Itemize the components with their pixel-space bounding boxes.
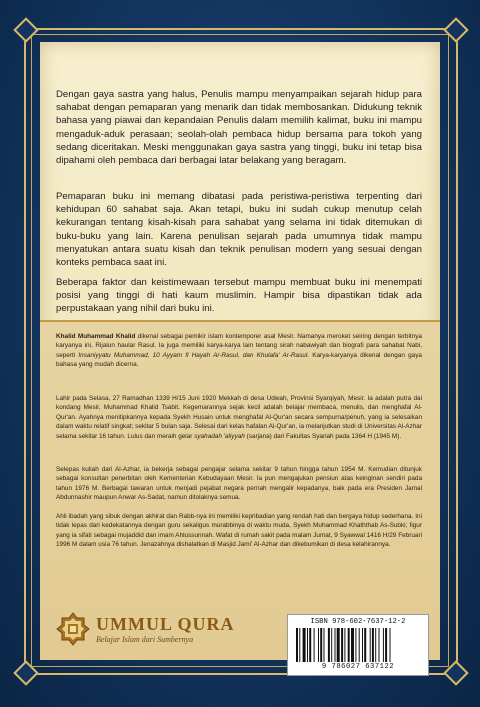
publisher-logo	[56, 612, 256, 652]
author-name: Khalid Muhammad Khalid	[56, 333, 136, 340]
publisher-emblem-icon	[56, 612, 90, 646]
barcode-bar	[351, 628, 354, 662]
barcode-bar	[383, 628, 384, 662]
barcode-bar	[364, 628, 366, 662]
bio-text: Karya-karyanya dikenal dengan gaya bahasa yang mudah dicerna.	[56, 351, 422, 369]
isbn-label: ISBN 978-602-7637-12-2	[310, 618, 406, 626]
barcode-bar	[379, 628, 380, 662]
barcode-bar	[355, 628, 356, 662]
publisher-tagline: Belajar Islam dari Sumbernya	[96, 635, 194, 644]
barcode-bar	[309, 628, 311, 662]
bio-paragraph-1	[56, 332, 422, 370]
barcode-bar	[362, 628, 363, 662]
bio-degree: syahadah 'aliyyah	[194, 432, 245, 440]
barcode-bar	[385, 628, 387, 662]
bio-book-titles: Insaniyyatu Muhammad, 10 Ayyam fi Hayah Ar-Rasul, dan Khulafa' Ar-Rasul.	[78, 351, 310, 359]
description-paragraph-3: Beberapa faktor dan keistimewaan tersebut mampu membuat buku ini menempati posisi yang tinggi di hati kaum muslimin. Hampir bisa dipastikan tidak ada perpustakaan yang nihil dari buku ini.	[56, 277, 422, 315]
bio-text: dikenal sebagai pemikir islam kontemporer asal Mesir. Namanya meroket seiring dengan terbitnya karyanya ini, Rijalun haular Rasul. Ia juga memiliki karya-karya lain tentang sirah nabawiyah dan biografi para sahabat Nabi, seperti	[56, 333, 422, 359]
barcode-bar	[314, 628, 315, 662]
barcode-bar	[318, 628, 319, 662]
barcode-bar	[372, 628, 374, 662]
barcode-bar	[307, 628, 308, 662]
barcode-bar	[296, 628, 298, 662]
barcode-digits: 9 786027 637122	[321, 663, 395, 671]
text-panel	[40, 42, 440, 671]
barcode-bar	[341, 628, 343, 662]
barcode-bar	[299, 628, 300, 662]
bio-text: (sarjana) dari Fakultas Syariah pada 1364 H (1945 M).	[244, 432, 402, 440]
barcode-bar	[344, 628, 345, 662]
barcode	[287, 614, 429, 676]
bio-paragraph-4: Ahli ibadah yang sibuk dengan akhirat dan Rabb-nya ini memiliki kepribadian yang rendah hati dan bergaya hidup sederhana. Ini tidak lepas dari kedekatannya dengan guru sekaligus murabbinya di waktu muda, Syekh Muhammad Khaththab As-Subki; figur yang ia sifati sebagai mujaddid dan imam Ahlussunnah. Wafat di rumah sakit pada malam Jumat, 9 Syawwal 1416 H/29 Februari 1996 M dalam usia 76 tahun. Jenazahnya dishalatkan di Masjid Jami' Al-Azhar dan dikebumikan di desa kelahirannya.	[56, 513, 422, 549]
barcode-bar	[390, 628, 391, 662]
publisher-name: UMMUL QURA	[96, 614, 235, 634]
barcode-bar	[320, 628, 322, 662]
barcode-bars	[296, 628, 420, 662]
author-bio-section	[40, 322, 440, 671]
barcode-bar	[359, 628, 360, 662]
description-paragraph-1: Dengan gaya sastra yang halus, Penulis mampu menyampaikan sejarah hidup para sahabat dengan pemaparan yang menarik dan tidak membosankan. Didukung teknik bahasa yang piawai dan kepandaian Penulis dalam memilih kalimat, buku ini mampu mengaduk-aduk perasaan; seolah-olah pembaca hidup bersama para tokoh yang sedang diceritakan. Meski menggunakan gaya sastra yang tinggi, buku ini tetap bisa dipahami oleh pembaca dari berbagai latar belakang yang beragam.	[56, 89, 422, 167]
bio-text: Lahir pada Selasa, 27 Ramadhan 1339 H/15 Juni 1920 Mekkah di desa Udwah, Provinsi Syarqiyah, Mesir. Ia adalah putra dai kondang Mesir, Muhammad Khalid Tsabit. Kegemarannya sejak kecil adalah belajar membaca, menulis, dan menghafal Al-Qur'an. Ayahnya menitipkannya kepada Syekh Husain untuk menghafal Al-Qur'an secara sempurna/penuh, yang ia selesaikan dalam waktu relatif singkat; sekitar 5 bulan saja. Selesai dari kelas hafalan Al-Qur'an, ia melanjutkan studi di Universitas Al-Azhar selama sekitar 16 tahun. Lulus dan meraih gelar	[56, 395, 422, 440]
barcode-bar	[375, 628, 376, 662]
barcode-bar	[335, 628, 336, 662]
barcode-bar	[303, 628, 306, 662]
barcode-bar	[331, 628, 332, 662]
description-paragraph-2: Pemaparan buku ini memang dibatasi pada peristiwa-peristiwa terpenting dari kehidupan 60 sahabat saja. Akan tetapi, buku ini sudah cukup menutup celah kekurangan tentang kisah-kisah para sahabat yang selama ini tidak ditemukan di buku-buku yang lain. Karena penulisan sejarah pada umumnya tidak mampu menyatukan antara suatu kisah dan teknik penulisan modern yang sesuai dengan konteks pembaca saat ini.	[56, 191, 422, 269]
bio-paragraph-3: Selepas kuliah dari Al-Azhar, ia bekerja sebagai pengajar selama sekitar 9 tahun hingga tahun 1954 M. Kemudian ditunjuk sebagai konsultan penerbitan oleh Kementerian Kebudayaan Mesir. Ia pun mengajukan pensiun atas keinginan sendiri pada tahun 1976 M. Berbagai tawaran untuk menjadi pejabat negara pernah mengalir kepadanya, baik pada era Presiden Jamal Abdunnashir maupun Anwar As-Sadat, namun ditolaknya semua.	[56, 466, 422, 502]
barcode-bar	[328, 628, 330, 662]
bio-paragraph-2	[56, 394, 422, 441]
barcode-bar	[370, 628, 371, 662]
barcode-bar	[337, 628, 340, 662]
barcode-bar	[348, 628, 350, 662]
barcode-bar	[324, 628, 325, 662]
